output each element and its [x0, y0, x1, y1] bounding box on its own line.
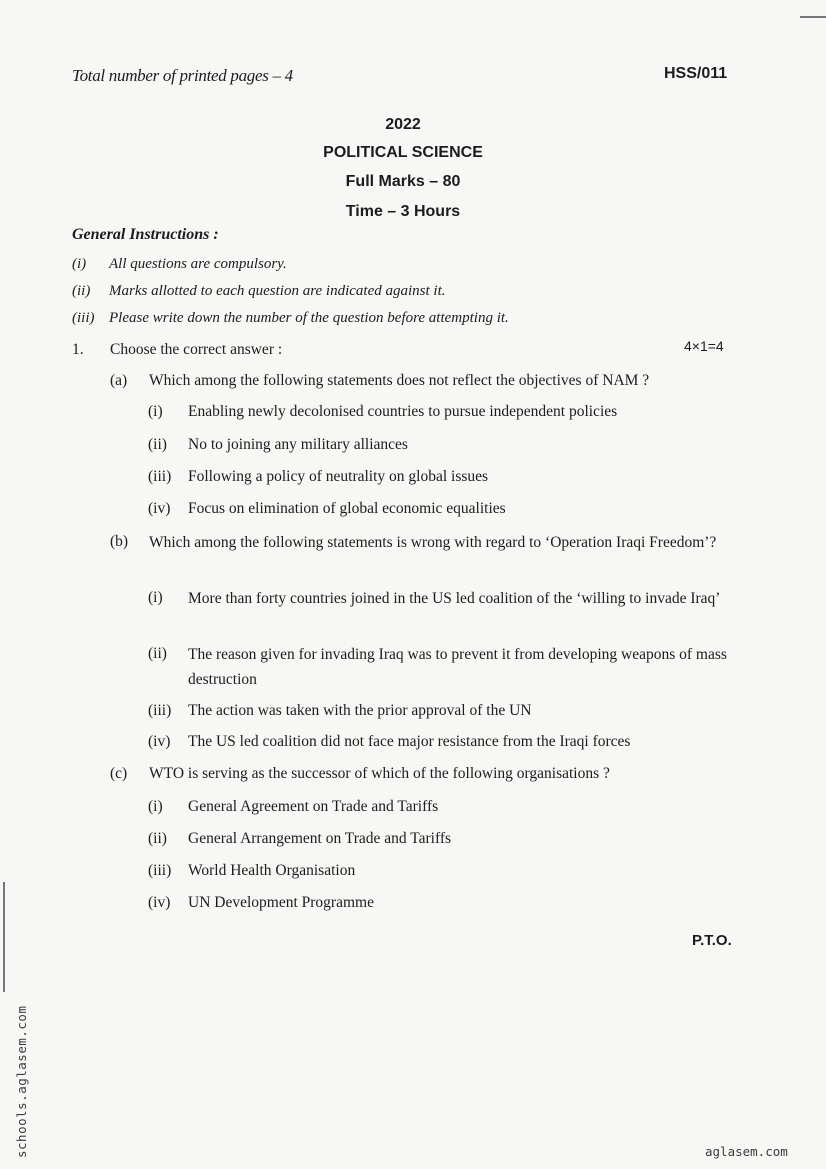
option-text: The US led coalition did not face major resistance from the Iraqi forces	[188, 733, 631, 750]
option-item	[148, 862, 355, 880]
instruction-number: (ii)	[72, 283, 91, 299]
option-number: (i)	[148, 589, 163, 606]
instruction-number: (iii)	[72, 310, 95, 326]
part-c-label: (c)	[110, 765, 128, 782]
instruction-text: Marks allotted to each question are indicated against it.	[109, 283, 446, 299]
option-item	[148, 798, 438, 816]
part-b-text: Which among the following statements is wrong with regard to ‘Operation Iraqi Freedom’?	[149, 534, 717, 551]
bottom-watermark: aglasem.com	[705, 1144, 788, 1159]
instruction-text: Please write down the number of the question before attempting it.	[109, 310, 509, 326]
paper-code: HSS/011	[664, 65, 728, 82]
please-turn-over: P.T.O.	[692, 932, 732, 949]
instruction-item	[72, 256, 287, 273]
option-text: No to joining any military alliances	[188, 436, 408, 453]
total-pages-note: Total number of printed pages – 4	[72, 66, 293, 85]
instruction-item	[72, 283, 445, 300]
option-item	[148, 830, 451, 848]
option-number: (iv)	[148, 500, 171, 517]
option-text: Focus on elimination of global economic equalities	[188, 500, 506, 517]
option-item	[148, 403, 617, 421]
option-text: World Health Organisation	[188, 862, 356, 879]
option-number: (i)	[148, 403, 163, 420]
option-item	[148, 894, 374, 912]
option-item	[148, 645, 188, 663]
part-c-text: WTO is serving as the successor of which of the following organisations ?	[149, 765, 610, 782]
exam-time: Time – 3 Hours	[345, 203, 461, 220]
option-text: General Agreement on Trade and Tariffs	[188, 798, 439, 815]
option-number: (i)	[148, 798, 163, 815]
option-number: (iv)	[148, 894, 171, 911]
instruction-text: All questions are compulsory.	[109, 256, 287, 272]
option-number: (iii)	[148, 702, 172, 719]
option-text: The action was taken with the prior approval of the UN	[188, 702, 532, 719]
option-text: The reason given for invading Iraq was to prevent it from developing weapons of mass destruction	[188, 646, 727, 688]
option-number: (iii)	[148, 468, 172, 485]
exam-year: 2022	[385, 116, 421, 133]
question-1-number: 1.	[72, 341, 84, 358]
full-marks: Full Marks – 80	[345, 173, 461, 190]
option-item	[148, 589, 188, 607]
question-1-text: Choose the correct answer :	[110, 341, 283, 358]
option-number: (ii)	[148, 830, 167, 847]
option-item	[148, 702, 531, 720]
option-item	[148, 500, 506, 518]
option-text: Following a policy of neutrality on global issues	[188, 468, 489, 485]
option-text: Enabling newly decolonised countries to pursue independent policies	[188, 403, 618, 420]
option-number: (iii)	[148, 862, 172, 879]
option-number: (ii)	[148, 436, 167, 453]
part-b-label: (b)	[110, 533, 129, 550]
instruction-item	[72, 310, 509, 327]
option-text: More than forty countries joined in the US led coalition of the ‘willing to invade Iraq’	[188, 590, 721, 607]
side-watermark: schools.aglasem.com	[14, 1005, 29, 1158]
option-number: (ii)	[148, 645, 167, 662]
subject-title: POLITICAL SCIENCE	[323, 144, 483, 161]
instructions-heading: General Instructions :	[72, 226, 219, 243]
part-a-text: Which among the following statements does not reflect the objectives of NAM ?	[149, 372, 650, 389]
option-item	[148, 733, 630, 751]
option-item	[148, 468, 488, 486]
option-item	[148, 436, 408, 454]
option-text: General Arrangement on Trade and Tariffs	[188, 830, 452, 847]
left-edge-mark	[3, 882, 5, 992]
option-number: (iv)	[148, 733, 171, 750]
part-a-label: (a)	[110, 372, 128, 389]
question-1-marks: 4×1=4	[684, 338, 724, 354]
instruction-number: (i)	[72, 256, 87, 272]
top-edge-mark	[800, 16, 826, 18]
option-text: UN Development Programme	[188, 894, 374, 911]
